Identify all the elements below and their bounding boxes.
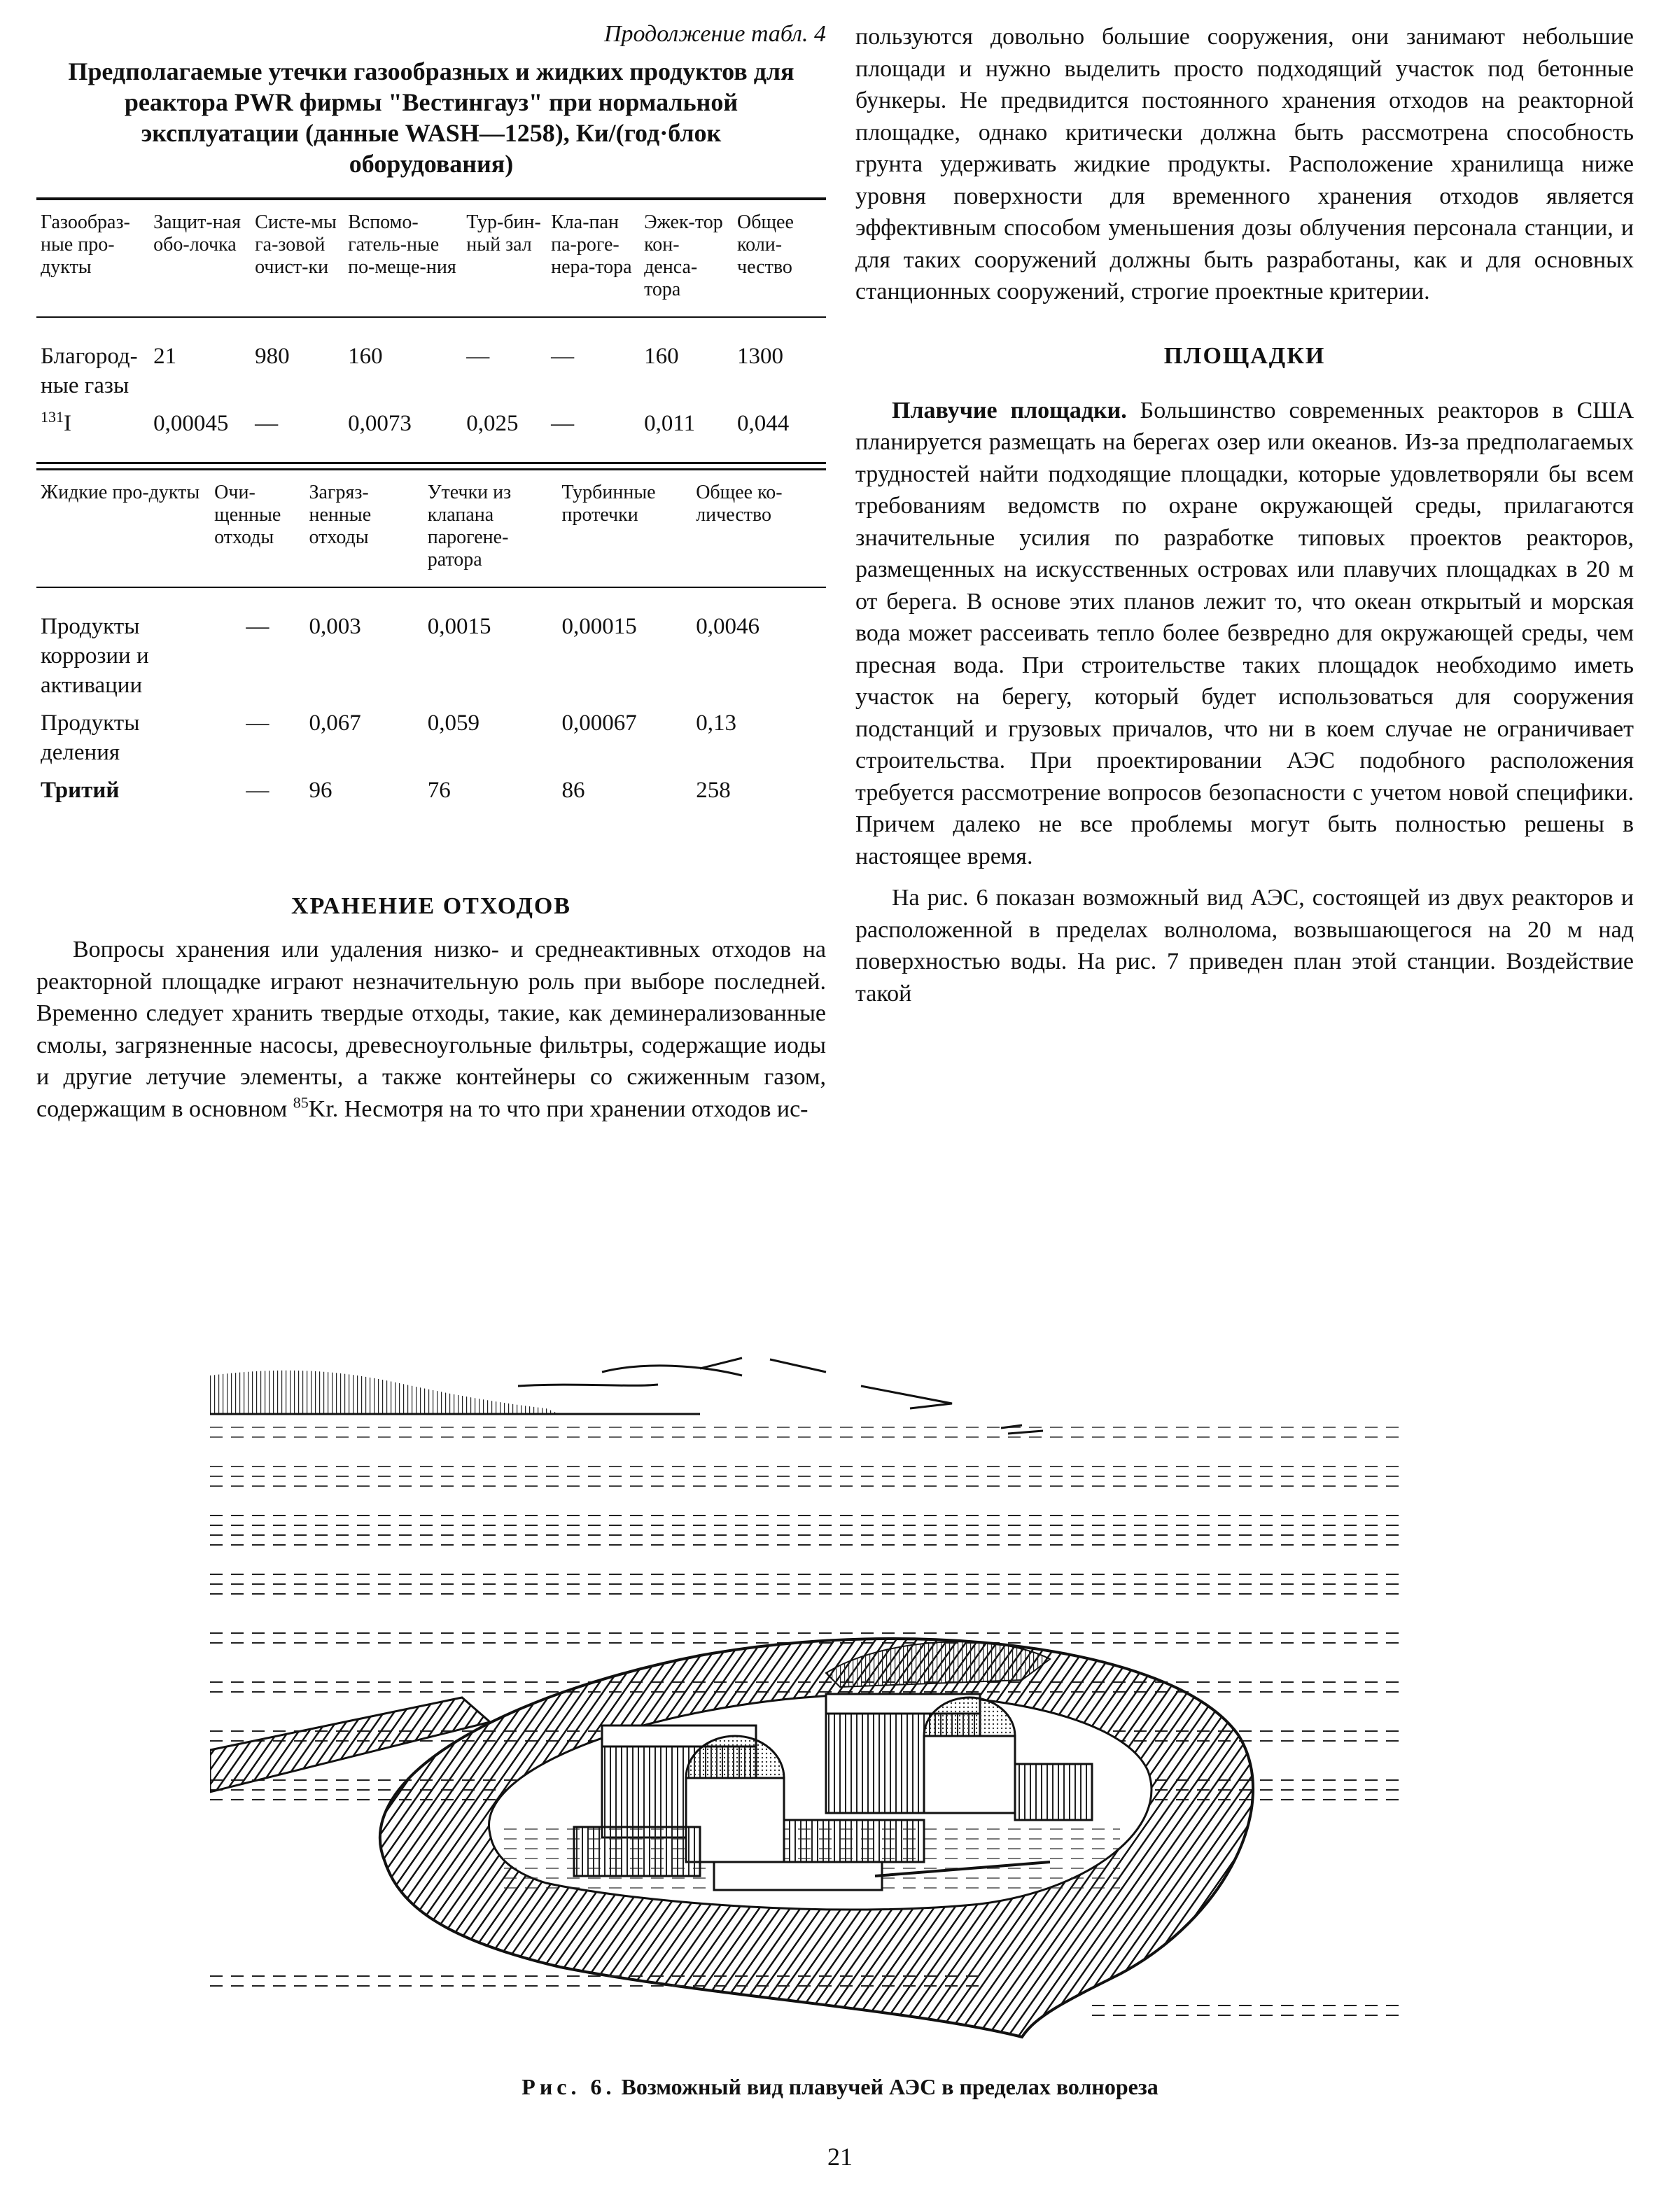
cell-value: 258 [696, 778, 731, 803]
gas-header: Тур-бин-ный зал [466, 211, 541, 255]
liquid-header: Очи-щенные отходы [214, 482, 281, 548]
cloud-stroke [861, 1386, 952, 1408]
table-row [36, 318, 826, 405]
cell-value: — [246, 614, 270, 639]
cell-value: 0,0073 [348, 411, 412, 436]
water-surface [210, 1421, 1400, 1442]
table-row [36, 771, 826, 809]
table-row [36, 405, 826, 462]
gas-products-table [36, 200, 826, 462]
liquid-header: Загряз-ненные отходы [309, 482, 372, 548]
gas-header: Систе-мы га-зовой очист-ки [255, 211, 337, 278]
platform-deck [714, 1862, 882, 1890]
water-surface [210, 1974, 980, 1995]
cell-value: 0,025 [466, 411, 519, 436]
auxiliary-building [574, 1827, 700, 1876]
distant-shore [210, 1371, 560, 1414]
cell-value: — [551, 411, 575, 436]
floating-sites-text: Большинство современных реакторов в США планируется размещать на берегах озер или океанов. Из-за предполагаемых трудностей найти подходящие площадки, которые удовлетворяли бы всем требованиям ведомств по охране окружающей среды, прилагаются значительные усилия по разработке типовых проектов реакторов, размещенных на искусственных островах или плавучих площадках в 20 м от берега. В основе этих планов лежит то, что океан открытый и морская вода может рассеивать тепло более безвредно для окружающей среды, чем пресная вода. При строительстве таких площадок необходимо иметь участок на берегу, который будет использоваться для сооружения подстанций и грузовых причалов, что ни в коем случае не ограничивает строительства. При проектировании АЭС подобного расположения требуется рассмотрение вопросов безопасности с учетом новой специфики. Причем далеко не все проблемы могут быть полностью решены в настоящее время. [855, 397, 1634, 869]
isotope-symbol: I [64, 411, 71, 436]
isotope-symbol: Kr [308, 1096, 332, 1122]
auxiliary-building [784, 1820, 924, 1862]
cell-value: — [255, 411, 279, 436]
right-column [855, 21, 1634, 1009]
liquid-products-table [36, 470, 826, 809]
figure-caption-label: Рис. 6. [522, 2074, 616, 2099]
isotope-mass-number: 85 [293, 1093, 309, 1112]
liquid-header: Жидкие про-дукты [41, 482, 200, 503]
cell-value: 0,0015 [427, 614, 491, 639]
cell-value: 86 [561, 778, 585, 803]
cell-value: 980 [255, 344, 290, 369]
cell-value: 0,003 [309, 614, 361, 639]
cell-value: 0,13 [696, 710, 736, 736]
water-surface [210, 1463, 1400, 1491]
gas-header: Защит-ная обо-лочка [153, 211, 241, 255]
cell-value: 0,011 [644, 411, 696, 436]
gas-header: Газообраз-ные про-дукты [41, 211, 130, 278]
cell-value: 160 [348, 344, 383, 369]
table-section-divider [36, 462, 826, 470]
table-row [36, 704, 826, 771]
waste-text: Вопросы хранения или удаления низко- и среднеактивных отходов на реакторной площадке играют незначительную роль при выборе последней. Временно следует хранить твердые отходы, такие, как деминерализованные смолы, загрязненные насосы, древесноугольные фильтры, содержащие иоды и другие летучие элементы, а также контейнеры со сжиженным газом, содержащим в основном [36, 937, 826, 1122]
cloud-stroke [518, 1385, 658, 1386]
gas-table-header-row [36, 200, 826, 316]
figure-reference-paragraph: На рис. 6 показан возможный вид АЭС, состоящей из двух реакторов и расположенной в пределах волнолома, возвышающегося на 20 м над поверхностью воды. На рис. 7 приведен план этой станции. Воздействие такой [855, 885, 1634, 1007]
cell-value: 21 [153, 344, 177, 369]
figure-caption [0, 2074, 1680, 2100]
waste-paragraph [36, 934, 826, 1125]
cell-value: 160 [644, 344, 679, 369]
gas-header: Кла-пан па-роге-нера-тора [551, 211, 632, 278]
liquid-header: Турбинные протечки [561, 482, 656, 526]
gas-header: Эжек-тор кон-денса-тора [644, 211, 723, 300]
section-heading-sites: ПЛОЩАДКИ [1163, 342, 1326, 369]
left-column [36, 21, 826, 1125]
page-number: 21 [827, 2143, 853, 2171]
cell-value: 0,0046 [696, 614, 760, 639]
continuation-paragraph: пользуются довольно большие сооружения, они занимают небольшие площади и нужно выделить просто подходящий участок под бетонные бункеры. Не предвидится постоянного хранения отходов на реакторной площадке, однако критически должна быть рассмотрена способность грунта удерживать жидкие продукты. Расположение хранилища ниже уровня поверхности для временного хранения отходов является эффективным способом уменьшения дозы облучения персонала станции, и для таких сооружений должны быть разработаны, как и для основных станционных сооружений, строгие проектные критерии. [855, 24, 1634, 304]
cell-value: — [246, 778, 270, 803]
row-name: Благород-ные газы [41, 344, 138, 398]
table-row [36, 588, 826, 704]
water-surface [1085, 2002, 1400, 2023]
gas-header: Общее коли-чество [737, 211, 794, 278]
cell-value: 0,00045 [153, 411, 229, 436]
cell-value: 0,059 [427, 710, 479, 736]
water-surface [210, 1568, 1400, 1603]
isotope-mass-number: 131 [41, 408, 64, 426]
section-heading-waste: ХРАНЕНИЕ ОТХОДОВ [291, 893, 571, 919]
cell-value: 0,044 [737, 411, 790, 436]
gas-header: Вспомо-гатель-ные по-меще-ния [348, 211, 456, 278]
cell-value: — [466, 344, 490, 369]
cloud-stroke [602, 1358, 742, 1376]
row-name [36, 405, 149, 462]
table-continuation-label: Продолжение табл. 4 [603, 21, 826, 47]
floating-sites-title: Плавучие площадки. [892, 397, 1127, 424]
row-name: Тритий [41, 778, 120, 803]
cell-value: 0,067 [309, 710, 361, 736]
cloud-stroke [770, 1359, 826, 1372]
figure-caption-text: Возможный вид плавучей АЭС в пределах волнореза [621, 2074, 1158, 2099]
reactor-containment [924, 1736, 1015, 1813]
row-name: Продукты коррозии и активации [41, 614, 149, 698]
cell-value: 76 [427, 778, 451, 803]
auxiliary-building [1015, 1764, 1092, 1820]
cell-value: 0,00015 [561, 614, 637, 639]
table-title: Предполагаемые утечки газообразных и жидких продуктов для реактора PWR фирмы "Вестингауз" при нормальной эксплуатации (данные WASH—1258), Ки/(год·блок оборудования) [68, 57, 794, 178]
waste-text-end: . Несмотря на то что при хранении отходов ис- [332, 1096, 808, 1122]
liquid-header: Общее ко-личество [696, 482, 783, 526]
cell-value: 1300 [737, 344, 783, 369]
row-name: Продукты деления [41, 710, 140, 765]
cell-value: 96 [309, 778, 332, 803]
water-surface [210, 1512, 1400, 1547]
cell-value: 0,00067 [561, 710, 637, 736]
cell-value: — [246, 710, 270, 736]
cell-value: — [551, 344, 575, 369]
liquid-header: Утечки из клапана парогене-ратора [427, 482, 512, 570]
floating-sites-paragraph [855, 395, 1634, 873]
liquid-table-header-row [36, 470, 826, 587]
floating-npp-illustration [210, 1344, 1400, 2044]
